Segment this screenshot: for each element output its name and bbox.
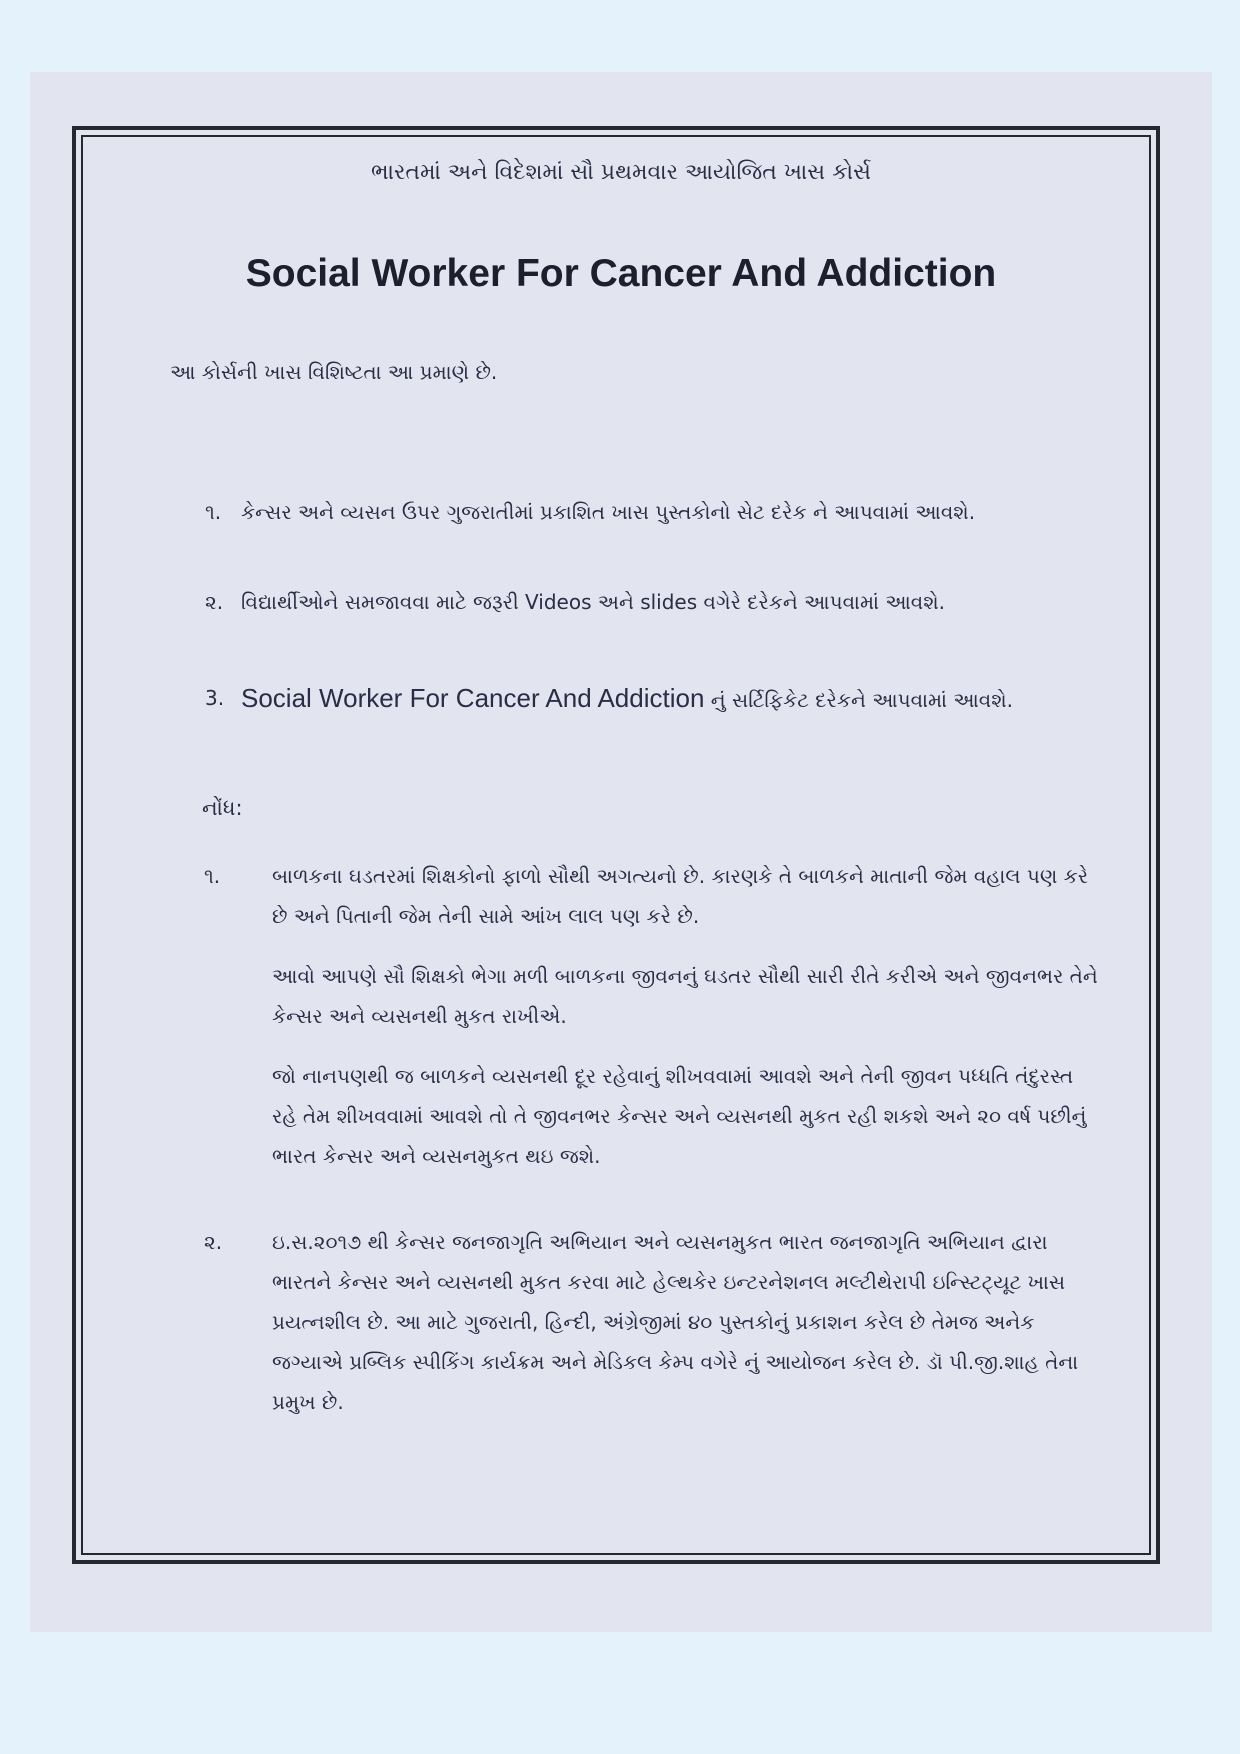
feature-number: ૧. [205,500,222,524]
feature-item [205,580,1025,624]
course-title: Social Worker For Cancer And Addiction [245,252,997,295]
feature-number: 3. [205,686,225,710]
feature-number: ૨. [205,590,224,614]
feature-text: કેન્સર અને વ્યસન ઉપર ગુજરાતીમાં પ્રકાશિત ખાસ પુસ્તકોનો સેટ દરેક ને આપવામાં આવશે. [241,500,976,524]
note-paragraph: ઇ.સ.૨૦૧૭ થી કેન્સર જનજાગૃતિ અભિયાન અને વ્યસનમુકત ભારત જનજાગૃતિ અભિયાન દ્વારા ભારતને કેન્સર અને વ્યસનથી મુકત કરવા માટે હેલ્થકેર ઇન્ટરનેશનલ મલ્ટીથેરાપી ઇન્સ્ટિટ્યૂટ ખાસ પ્રયત્નશીલ છે. આ માટે ગુજરાતી, હિન્દી, અંગ્રેજીમાં ૪૦ પુસ્તકોનું પ્રકાશન કરેલ છે તેમજ અનેક જગ્યાએ પ્રબ્લિક સ્પીકિંગ કાર્યક્રમ અને મેડિકલ કેમ્પ વગેરે નું આયોજન કરેલ છે. ડૉ પી.જી.શાહ તેના પ્રમુખ છે. [272,1230,1079,1414]
feature-text-english: Social Worker For Cancer And Addiction [241,683,705,713]
note-paragraph: જો નાનપણથી જ બાળકને વ્યસનથી દૂર રહેવાનું શીખવવામાં આવશે અને તેની જીવન પધ્ધતિ તંદુરસ્ત રહે તેમ શીખવવામાં આવશે તો તે જીવનભર કેન્સર અને વ્યસનથી મુકત રહી શકશે અને ૨૦ વર્ષ પછીનું ભારત કેન્સર અને વ્યસનમુકત થઇ જશે. [272,1064,1087,1168]
note-number: ૨. [204,1230,223,1254]
note-heading: નોંધ: [202,796,243,820]
features-intro: આ કોર્સની ખાસ વિશિષ્ટતા આ પ્રમાણે છે. [170,360,498,384]
note-number: ૧. [204,864,221,888]
note-paragraph: આવો આપણે સૌ શિક્ષકો ભેગા મળી બાળકના જીવનનું ઘડતર સૌથી સારી રીતે કરીએ અને જીવનભર તેને કેન્સર અને વ્યસનથી મુકત રાખીએ. [272,964,1098,1028]
course-subtitle: ભારતમાં અને વિદેશમાં સૌ પ્રથમવાર આયોજિત ખાસ કોર્સ [371,160,871,185]
feature-item [205,490,1025,534]
feature-text: વિદ્યાર્થીઓને સમજાવવા માટે જરૂરી Videos અને slides વગેરે દરેકને આપવામાં આવશે. [241,590,945,614]
note-paragraph: બાળકના ઘડતરમાં શિક્ષકોનો ફાળો સૌથી અગત્યનો છે. કારણકે તે બાળકને માતાની જેમ વહાલ પણ કરે છે અને પિતાની જેમ તેની સામે આંખ લાલ પણ કરે છે. [272,864,1089,928]
feature-item [205,676,1025,722]
note-item [204,1222,1104,1442]
note-item [204,856,1104,1196]
feature-text: નું સર્ટિફિકેટ દરેકને આપવામાં આવશે. [710,688,1014,712]
document-page [30,72,1212,1632]
